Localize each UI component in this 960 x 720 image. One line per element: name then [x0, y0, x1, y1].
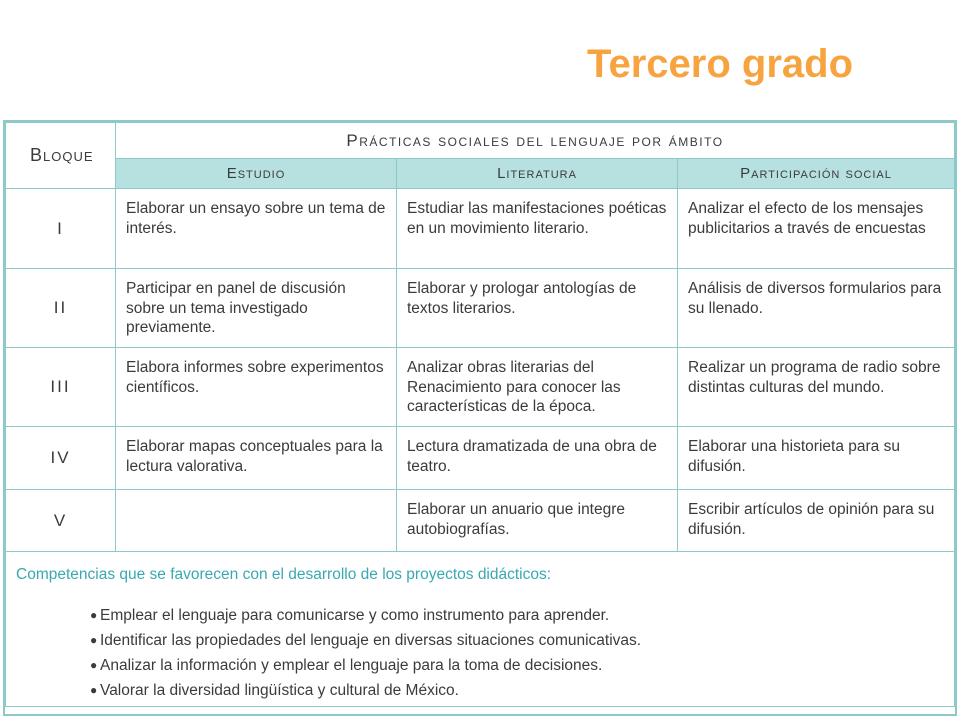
bullet-icon: ●	[90, 683, 98, 697]
participacion-cell: Realizar un programa de radio sobre distintas culturas del mundo.	[678, 348, 955, 427]
bloque-number: III	[6, 348, 116, 427]
bloque-number: I	[6, 189, 116, 269]
competencias-section	[6, 552, 955, 707]
participacion-cell: Escribir artículos de opinión para su difusión.	[678, 490, 955, 552]
literatura-cell: Lectura dramatizada de una obra de teatro.	[397, 427, 678, 490]
literatura-cell: Estudiar las manifestaciones poéticas en un movimiento literario.	[397, 189, 678, 269]
participacion-cell: Análisis de diversos formularios para su llenado.	[678, 269, 955, 348]
participacion-cell: Analizar el efecto de los mensajes publicitarios a través de encuestas	[678, 189, 955, 269]
bullet-icon: ●	[90, 633, 98, 647]
bloque-number: V	[6, 490, 116, 552]
bullet-icon: ●	[90, 658, 98, 672]
bullet-icon: ●	[90, 608, 98, 622]
table-row	[6, 348, 955, 427]
estudio-cell	[116, 490, 397, 552]
subheader-participacion-social: Participación social	[678, 159, 955, 189]
table-row	[6, 189, 955, 269]
page-title: Tercero grado	[587, 42, 853, 86]
competencias-row	[6, 552, 955, 707]
bloque-number: II	[6, 269, 116, 348]
bloque-header: Bloque	[6, 123, 116, 189]
estudio-cell: Elaborar mapas conceptuales para la lectura valorativa.	[116, 427, 397, 490]
participacion-cell: Elaborar una historieta para su difusión.	[678, 427, 955, 490]
list-item: ● Identificar las propiedades del lenguaje en diversas situaciones comunicativas.	[90, 632, 642, 649]
estudio-cell: Participar en panel de discusión sobre un tema investigado previamente.	[116, 269, 397, 348]
bloque-number: IV	[6, 427, 116, 490]
subheader-estudio: Estudio	[116, 159, 397, 189]
main-header: Prácticas sociales del lenguaje por ámbito	[116, 123, 955, 159]
subheader-literatura: Literatura	[397, 159, 678, 189]
curriculum-table-frame	[3, 120, 957, 716]
table-row	[6, 269, 955, 348]
list-item: ● Analizar la información y emplear el lenguaje para la toma de decisiones.	[90, 657, 603, 674]
estudio-cell: Elaborar un ensayo sobre un tema de interés.	[116, 189, 397, 269]
list-item: ● Valorar la diversidad lingüística y cultural de México.	[90, 682, 459, 699]
table-row	[6, 490, 955, 552]
estudio-cell: Elabora informes sobre experimentos científicos.	[116, 348, 397, 427]
literatura-cell: Elaborar un anuario que integre autobiografías.	[397, 490, 678, 552]
literatura-cell: Elaborar y prologar antologías de textos literarios.	[397, 269, 678, 348]
table-row	[6, 427, 955, 490]
list-item: ● Emplear el lenguaje para comunicarse y como instrumento para aprender.	[90, 607, 610, 624]
competencias-title: Competencias que se favorecen con el desarrollo de los proyectos didácticos:	[16, 566, 552, 583]
curriculum-table	[5, 122, 955, 707]
literatura-cell: Analizar obras literarias del Renacimiento para conocer las características de la época.	[397, 348, 678, 427]
competencias-list	[16, 606, 942, 700]
